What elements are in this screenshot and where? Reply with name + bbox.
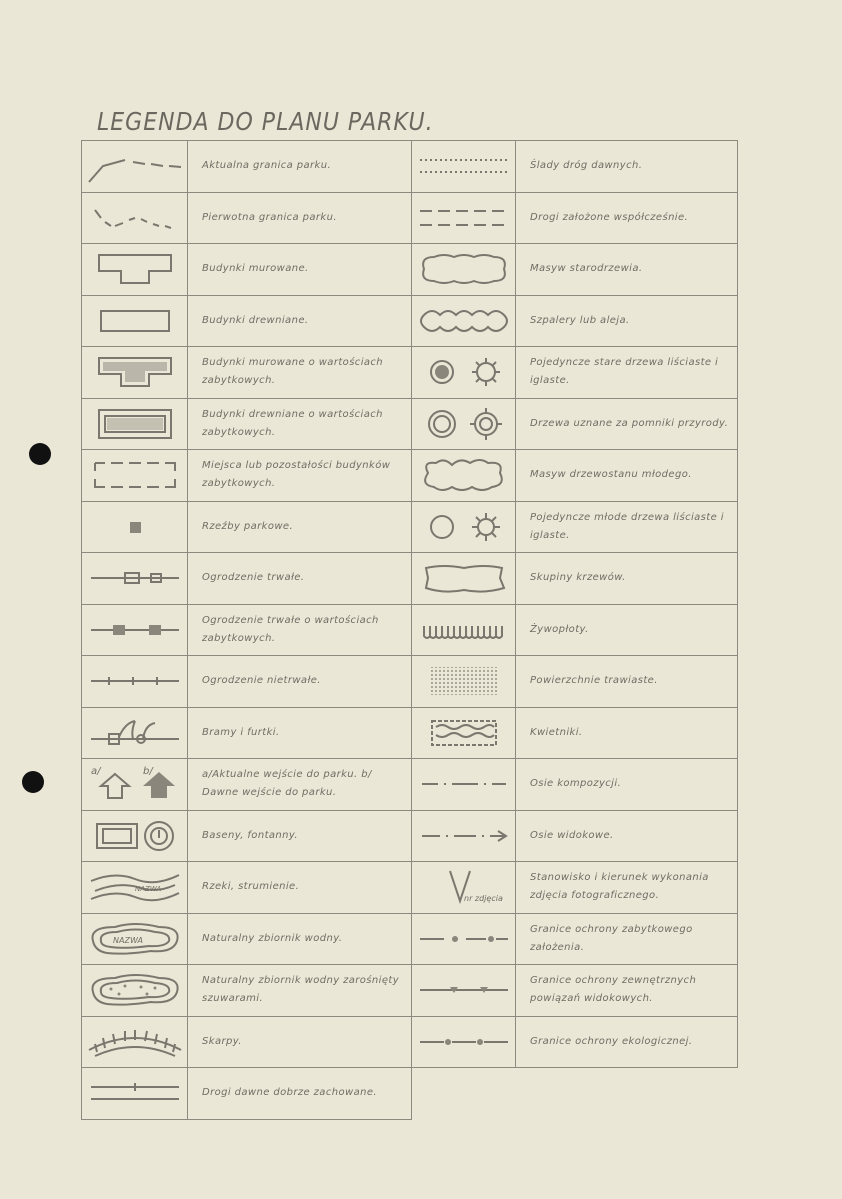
- park-sculpture-icon: [82, 501, 188, 553]
- escarpments-icon: [82, 1016, 188, 1068]
- current-park-boundary-icon: [82, 141, 188, 193]
- overgrown-water-body-icon: [82, 965, 188, 1017]
- gates-icon: [82, 707, 188, 759]
- preserved-old-roads-icon: [82, 1068, 188, 1120]
- punch-hole: [29, 443, 51, 465]
- legend-description: Powierzchnie trawiaste.: [516, 656, 738, 708]
- legend-row: [82, 347, 738, 399]
- permanent-fence-icon: [82, 553, 188, 605]
- shrub-groups-icon: [412, 553, 516, 605]
- composition-axes-icon: [412, 759, 516, 811]
- legend-description: Stanowisko i kierunek wykonania zdjęcia fotograficznego.: [516, 862, 738, 914]
- park-entrances-icon: [82, 759, 188, 811]
- masonry-building-icon: [82, 244, 188, 296]
- legend-description: Pojedyncze młode drzewa liściaste i iglaste.: [516, 501, 738, 553]
- legend-description: Granice ochrony zabytkowego założenia.: [516, 913, 738, 965]
- legend-description: Żywopłoty.: [516, 604, 738, 656]
- svg-text:NAZWA: NAZWA: [112, 935, 143, 945]
- modern-roads-icon: [412, 192, 516, 244]
- legend-description: Rzeki, strumienie.: [188, 862, 412, 914]
- legend-description: Ślady dróg dawnych.: [516, 141, 738, 193]
- wooden-building-icon: [82, 295, 188, 347]
- original-park-boundary-icon: [82, 192, 188, 244]
- single-old-trees-icon: [412, 347, 516, 399]
- legend-description: Osie widokowe.: [516, 810, 738, 862]
- legend-description: Masyw drzewostanu młodego.: [516, 450, 738, 502]
- legend-row: [82, 553, 738, 605]
- historic-building-remains-icon: [82, 450, 188, 502]
- legend-row: [82, 656, 738, 708]
- legend-row: [82, 450, 738, 502]
- legend-description: Skupiny krzewów.: [516, 553, 738, 605]
- legend-row: [82, 913, 738, 965]
- young-tree-mass-icon: [412, 450, 516, 502]
- legend-description: Aktualna granica parku.: [188, 141, 412, 193]
- monument-protection-boundary-icon: [412, 913, 516, 965]
- old-road-traces-icon: [412, 141, 516, 193]
- temporary-fence-icon: [82, 656, 188, 708]
- flowerbeds-icon: [412, 707, 516, 759]
- natural-water-body-icon: [82, 913, 188, 965]
- legend-row: [82, 192, 738, 244]
- single-young-trees-icon: [412, 501, 516, 553]
- legend-description: Naturalny zbiornik wodny zarośnięty szuwarami.: [188, 965, 412, 1017]
- legend-description: Miejsca lub pozostałości budynków zabytkowych.: [188, 450, 412, 502]
- legend-table: [81, 140, 738, 1120]
- legend-description: Baseny, fontanny.: [188, 810, 412, 862]
- historic-wooden-building-icon: [82, 398, 188, 450]
- legend-description: Drogi dawne dobrze zachowane.: [188, 1068, 412, 1120]
- svg-text:nr zdjęcia: nr zdjęcia: [463, 894, 503, 904]
- rivers-streams-icon: [82, 862, 188, 914]
- photo-station-icon: [412, 862, 516, 914]
- natural-monument-trees-icon: [412, 398, 516, 450]
- legend-description: Skarpy.: [188, 1016, 412, 1068]
- legend-description: Granice ochrony zewnętrznych powiązań widokowych.: [516, 965, 738, 1017]
- legend-row: [82, 141, 738, 193]
- external-views-protection-boundary-icon: [412, 965, 516, 1017]
- legend-row: [82, 707, 738, 759]
- legend-description: Pierwotna granica parku.: [188, 192, 412, 244]
- legend-row: [82, 965, 738, 1017]
- legend-row: [82, 398, 738, 450]
- pools-fountains-icon: [82, 810, 188, 862]
- legend-description: Naturalny zbiornik wodny.: [188, 913, 412, 965]
- old-tree-mass-icon: [412, 244, 516, 296]
- legend-row: [82, 810, 738, 862]
- svg-text:a/: a/: [90, 766, 100, 778]
- svg-text:b/: b/: [142, 766, 153, 778]
- legend-row: [82, 295, 738, 347]
- legend-description: Drogi założone współcześnie.: [516, 192, 738, 244]
- legend-description: Budynki drewniane.: [188, 295, 412, 347]
- legend-description: Szpalery lub aleja.: [516, 295, 738, 347]
- legend-description: a/Aktualne wejście do parku. b/ Dawne wejście do parku.: [188, 759, 412, 811]
- legend-description: Ogrodzenie trwałe o wartościach zabytkowych.: [188, 604, 412, 656]
- historic-permanent-fence-icon: [82, 604, 188, 656]
- historic-masonry-building-icon: [82, 347, 188, 399]
- legend-description: Osie kompozycji.: [516, 759, 738, 811]
- legend-row: [82, 1016, 738, 1068]
- legend-row: [82, 759, 738, 811]
- legend-description: Granice ochrony ekologicznej.: [516, 1016, 738, 1068]
- legend-description: Pojedyncze stare drzewa liściaste i iglaste.: [516, 347, 738, 399]
- legend-description: Bramy i furtki.: [188, 707, 412, 759]
- view-axes-icon: [412, 810, 516, 862]
- legend-description: Budynki murowane o wartościach zabytkowych.: [188, 347, 412, 399]
- svg-text:NAZWA: NAZWA: [134, 885, 161, 894]
- legend-row: [82, 244, 738, 296]
- legend-description: Masyw starodrzewia.: [516, 244, 738, 296]
- legend-row: [82, 501, 738, 553]
- legend-description: Ogrodzenie trwałe.: [188, 553, 412, 605]
- legend-row: [82, 862, 738, 914]
- legend-description: Kwietniki.: [516, 707, 738, 759]
- legend-description: Drzewa uznane za pomniki przyrody.: [516, 398, 738, 450]
- legend-description: Budynki drewniane o wartościach zabytkowych.: [188, 398, 412, 450]
- legend-description: Rzeźby parkowe.: [188, 501, 412, 553]
- ecological-protection-boundary-icon: [412, 1016, 516, 1068]
- page-title: LEGENDA DO PLANU PARKU.: [97, 108, 434, 137]
- legend-row: [82, 604, 738, 656]
- legend-description: Budynki murowane.: [188, 244, 412, 296]
- tree-row-alley-icon: [412, 295, 516, 347]
- punch-hole: [22, 771, 44, 793]
- hedges-icon: [412, 604, 516, 656]
- legend-description: Ogrodzenie nietrwałe.: [188, 656, 412, 708]
- legend-row: [82, 1068, 738, 1120]
- grass-surfaces-icon: [412, 656, 516, 708]
